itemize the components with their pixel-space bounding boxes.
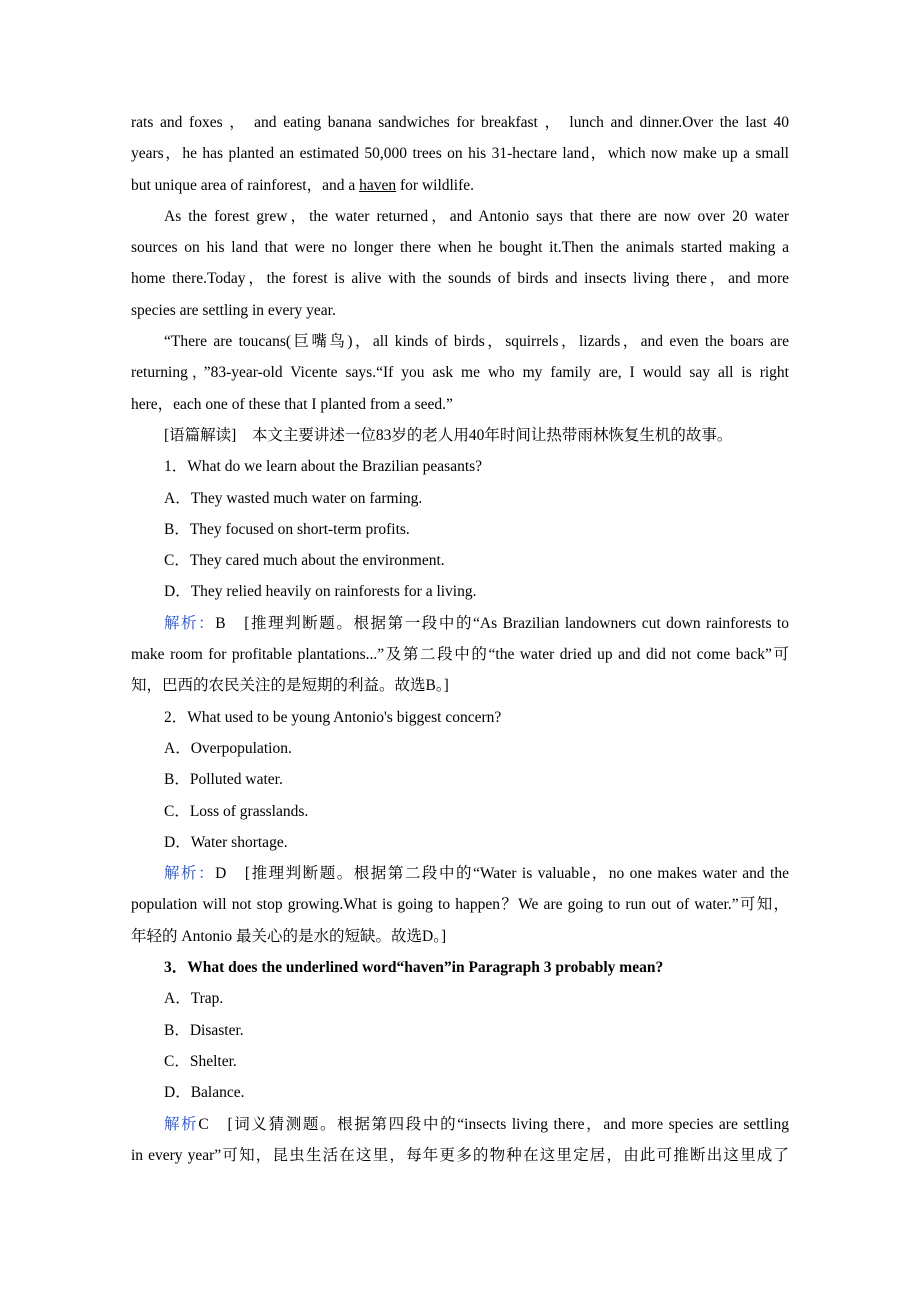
analysis-label: 解析： bbox=[164, 865, 216, 883]
answer-option: A．Trap. bbox=[164, 990, 224, 1008]
answer-option: D．They relied heavily on rainforests for a living. bbox=[164, 583, 477, 601]
analysis-label: 解析 bbox=[164, 1115, 199, 1133]
passage-line: “There are toucans(巨嘴鸟)，all kinds of birds，squirrels，lizards，and even the boars are bbox=[164, 333, 789, 351]
summary-label: [语篇解读] bbox=[164, 426, 237, 444]
question-stem: 2．What used to be young Antonio's biggest concern? bbox=[164, 708, 502, 726]
passage-line bbox=[131, 170, 789, 201]
answer-option: C．Loss of grasslands. bbox=[164, 802, 309, 820]
analysis-text: C [词义猜测题。根据第四段中的“insects living there，and more species are settling bbox=[198, 1115, 789, 1133]
analysis-label: 解析： bbox=[164, 614, 216, 632]
analysis-line: make room for profitable plantations...”及第二段中的“the water dried up and did not come back”可 bbox=[131, 646, 789, 664]
passage-line: home there.Today，the forest is alive with the sounds of birds and insects living there，and more bbox=[131, 270, 789, 288]
answer-option: B．They focused on short-term profits. bbox=[164, 520, 410, 538]
analysis-text: B [推理判断题。根据第一段中的“As Brazilian landowners cut down rainforests to bbox=[215, 614, 789, 632]
analysis-line: 年轻的 Antonio 最关心的是水的短缺。故选D。] bbox=[131, 927, 447, 945]
passage-summary bbox=[131, 420, 789, 451]
analysis-line: 知，巴西的农民关注的是短期的利益。故选B。] bbox=[131, 677, 449, 695]
analysis-line: in every year”可知，昆虫生活在这里，每年更多的物种在这里定居，由此可推断出这里成了 bbox=[131, 1146, 789, 1164]
passage-line: rats and foxes ， and eating banana sandwiches for breakfast ， lunch and dinner.Over the last 40 bbox=[131, 114, 789, 131]
question-stem: 1．What do we learn about the Brazilian peasants? bbox=[164, 458, 483, 476]
question-stem: 3．What does the underlined word“haven”in Paragraph 3 probably mean? bbox=[164, 959, 664, 977]
answer-option: B．Polluted water. bbox=[164, 771, 283, 789]
passage-line: As the forest grew，the water returned，and Antonio says that there are now over 20 water bbox=[164, 207, 789, 225]
answer-option: C．They cared much about the environment. bbox=[164, 552, 445, 570]
answer-option: B．Disaster. bbox=[164, 1021, 244, 1039]
answer-option: D．Water shortage. bbox=[164, 833, 288, 851]
answer-option: A．They wasted much water on farming. bbox=[164, 489, 423, 507]
passage-line: years，he has planted an estimated 50,000 trees on his 31-hectare land，which now make up a small bbox=[131, 145, 789, 163]
passage-line: species are settling in every year. bbox=[131, 301, 336, 319]
analysis-line bbox=[131, 608, 789, 639]
analysis-line bbox=[131, 858, 789, 889]
summary-text: 本文主要讲述一位83岁的老人用40年时间让热带雨林恢复生机的故事。 bbox=[236, 426, 733, 444]
passage-line: here，each one of these that I planted from a seed.” bbox=[131, 395, 453, 413]
analysis-line bbox=[131, 1109, 789, 1140]
answer-option: C．Shelter. bbox=[164, 1052, 237, 1070]
document-page bbox=[131, 107, 789, 1171]
passage-text: for wildlife. bbox=[396, 176, 475, 194]
passage-text: but unique area of rainforest，and a bbox=[131, 176, 360, 194]
passage-line: returning，”83-year-old Vicente says.“If you ask me who my family are, I would say all is right bbox=[131, 364, 789, 382]
answer-option: A．Overpopulation. bbox=[164, 739, 292, 757]
analysis-text: D [推理判断题。根据第二段中的“Water is valuable，no one makes water and the bbox=[215, 865, 789, 883]
passage-line: sources on his land that were no longer there when he bought it.Then the animals started making a bbox=[131, 239, 789, 257]
underlined-word-haven: haven bbox=[359, 176, 397, 194]
answer-option: D．Balance. bbox=[164, 1084, 245, 1102]
analysis-line: population will not stop growing.What is going to happen？We are going to run out of water.”可知， bbox=[131, 896, 789, 914]
